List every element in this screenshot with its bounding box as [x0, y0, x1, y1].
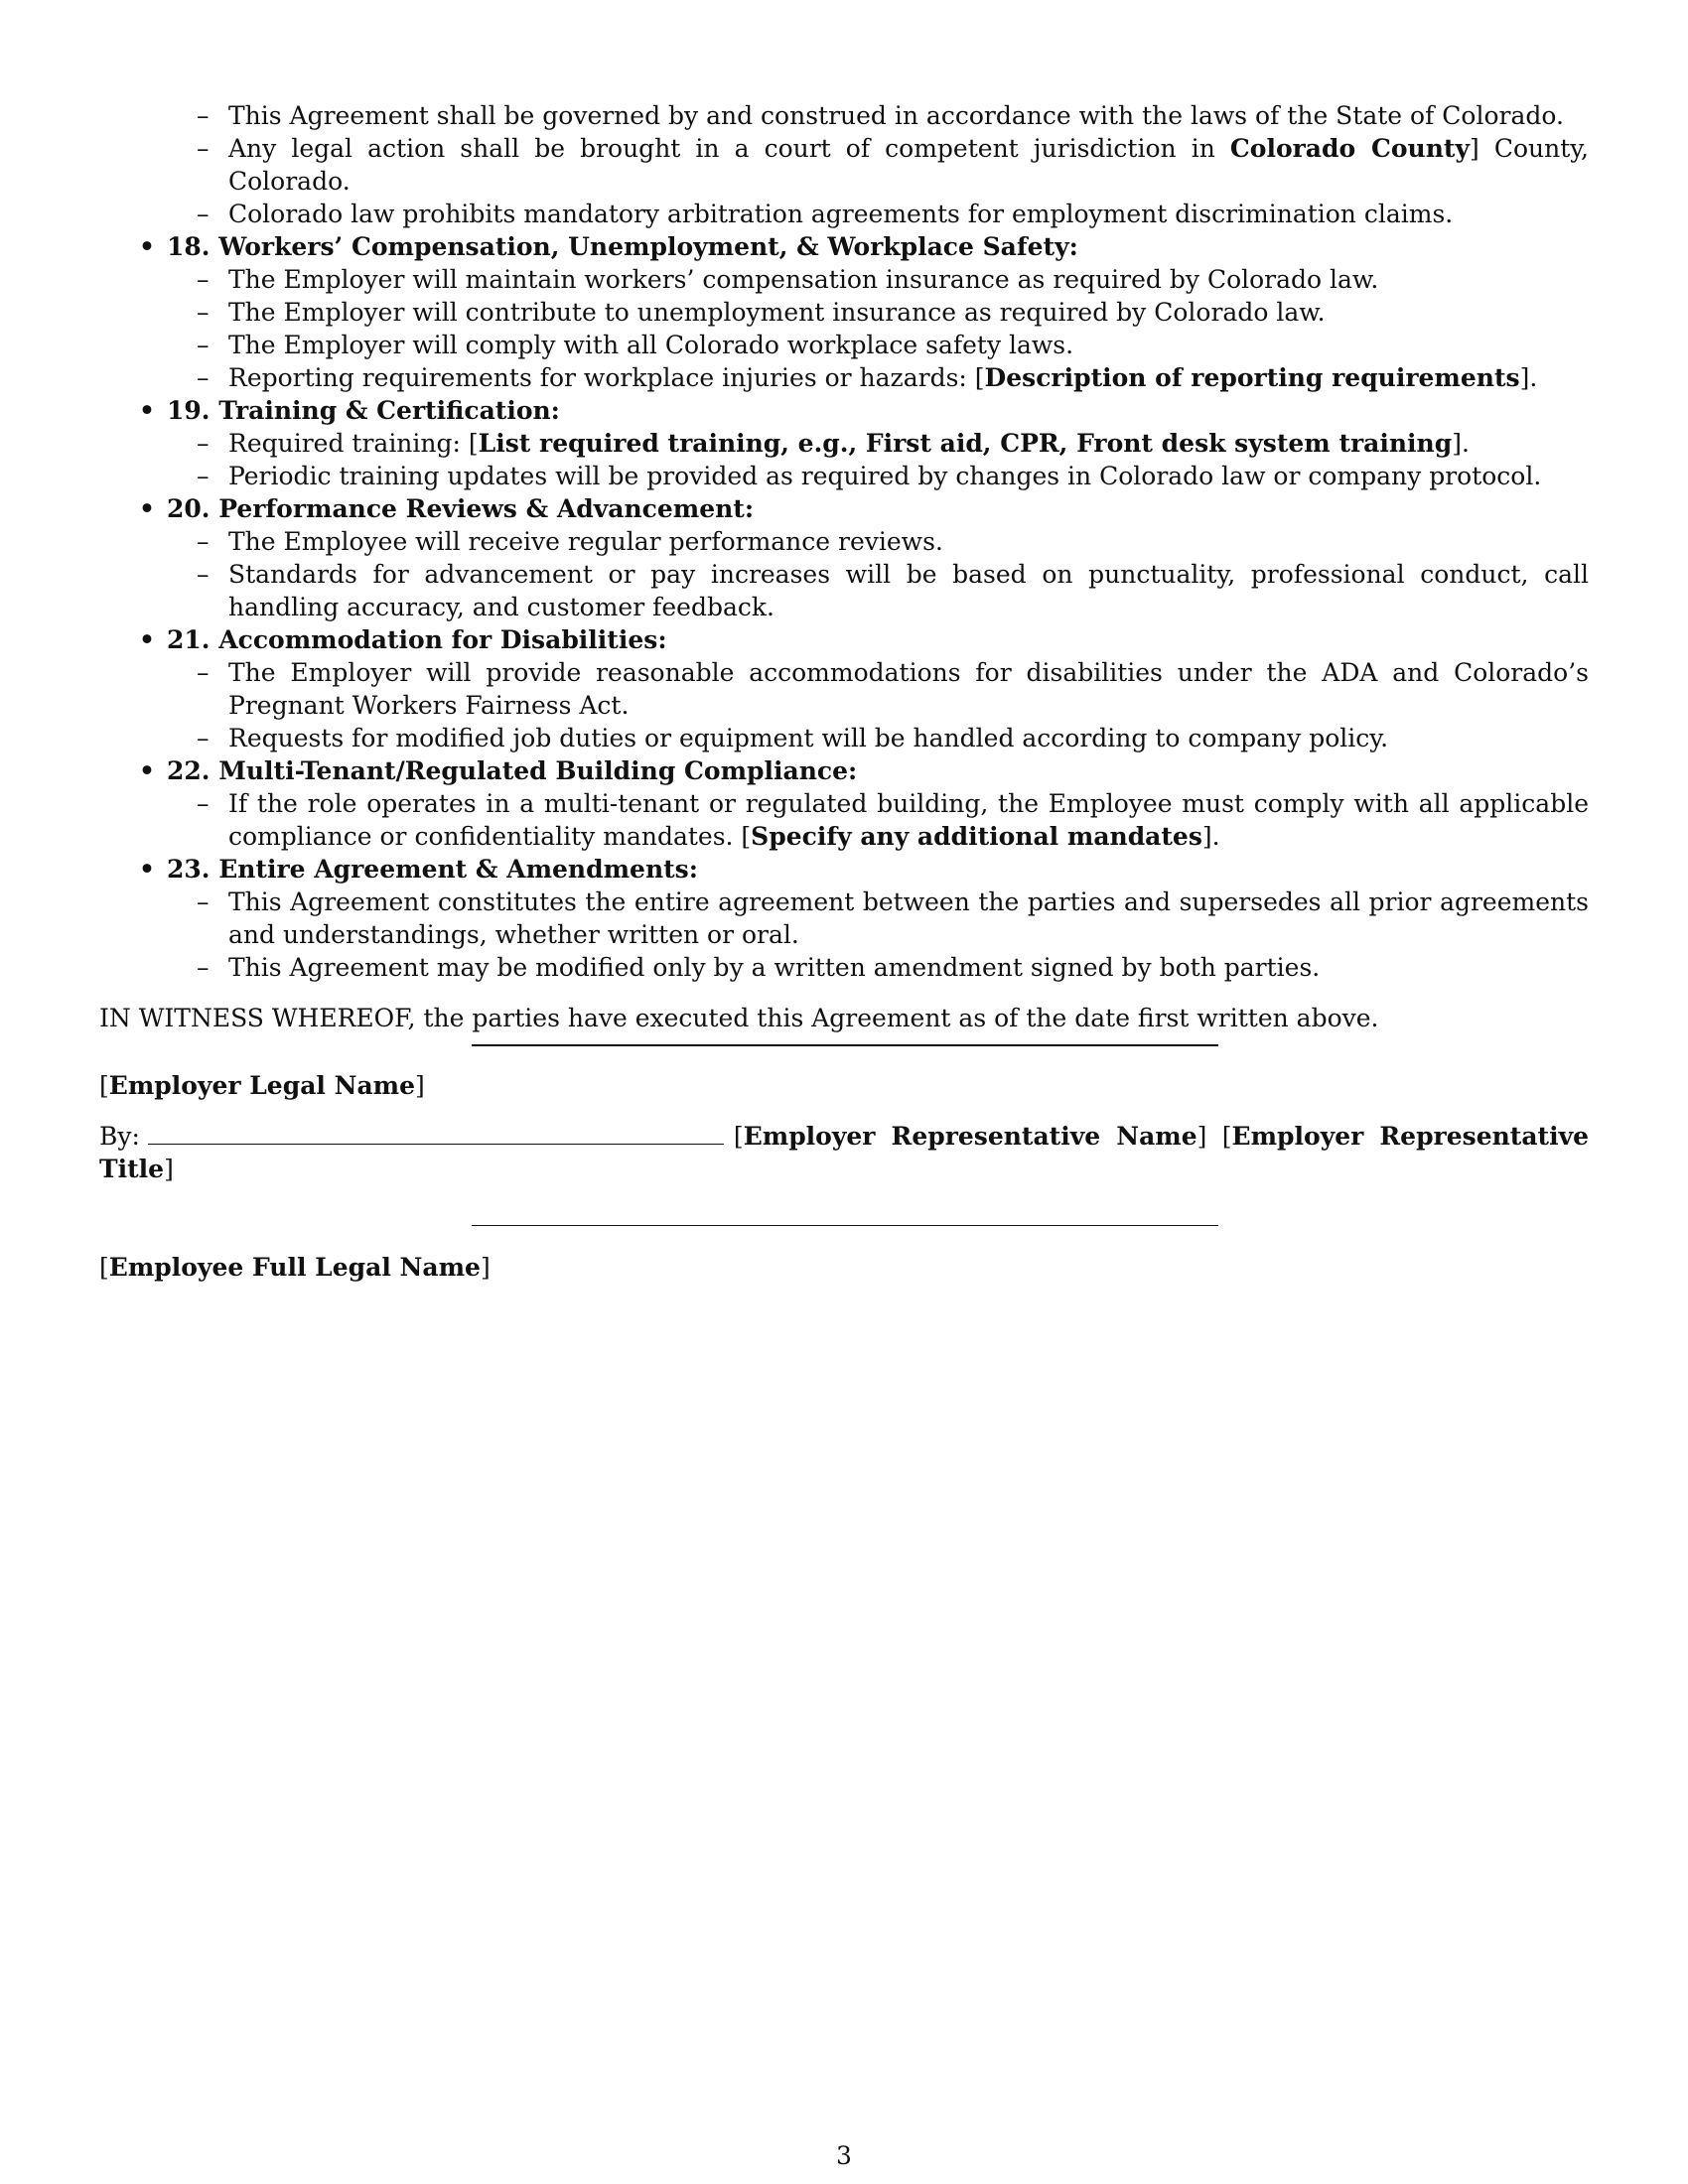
- section-23: • 23. Entire Agreement & Amendments: – This Agreement constitutes the entire agreement between the parties and supersedes all prior agreements and understandings, whether written or oral. – This Agreement may be modified only by a written amendment signed by both parties.: [139, 855, 1589, 982]
- placeholder-training: List required training, e.g., First aid, CPR, Front desk system training: [478, 429, 1453, 458]
- list-item: – This Agreement constitutes the entire agreement between the parties and supersedes all prior agreements and understandings, whether written or oral.: [197, 887, 1589, 949]
- placeholder-employer-name: Employer Legal Name: [108, 1071, 416, 1100]
- list-item: – Periodic training updates will be provided as required by changes in Colorado law or company protocol.: [197, 462, 1542, 490]
- section-20: • 20. Performance Reviews & Advancement: – The Employee will receive regular performance reviews. – Standards for advancement or pay increases will be based on punctuality, professional conduct, call handling accuracy, and customer feedback.: [139, 494, 1589, 621]
- agreement-body: [99, 99, 1589, 1034]
- witness-clause: IN WITNESS WHEREOF, the parties have executed this Agreement as of the date first written above.: [99, 1004, 1379, 1032]
- list-item: – The Employer will comply with all Colorado workplace safety laws.: [197, 331, 1074, 359]
- placeholder-reporting: Description of reporting requirements: [984, 363, 1520, 392]
- section-21: • 21. Accommodation for Disabilities: – The Employer will provide reasonable accommodations for disabilities under the ADA and Colorado’s Pregnant Workers Fairness Act. – Requests for modified job duties or equipment will be handled according to company policy.: [139, 625, 1589, 752]
- section-title: 19. Training & Certification:: [167, 396, 560, 425]
- employer-name-line: [Employer Legal Name]: [99, 1071, 425, 1100]
- section-title: 20. Performance Reviews & Advancement:: [167, 494, 755, 523]
- representative-signature-line: [148, 1122, 724, 1145]
- placeholder-employee-name: Employee Full Legal Name: [108, 1253, 481, 1282]
- list-item: – If the role operates in a multi-tenant or regulated building, the Employee must comply with all applicable compliance or confidentiality mandates. [Specify any additional mandates].: [197, 789, 1589, 851]
- section-18: • 18. Workers’ Compensation, Unemployment, & Workplace Safety: – The Employer will maintain workers’ compensation insurance as required by Colorado law. – The Employer will contribute to unemployment insurance as required by Colorado law. – The Employer will comply with all Colorado workplace safety laws. – Reporting requirements for workplace injuries or hazards: [Description of reporting requirements].: [99, 230, 1589, 394]
- employee-signature-line: [472, 1225, 1218, 1226]
- by-line: By: [Employer Representative Name] [Employer Representative Title]: [99, 1122, 1590, 1183]
- list-item: – The Employer will contribute to unemployment insurance as required by Colorado law.: [197, 298, 1326, 327]
- list-item: – Any legal action shall be brought in a court of competent jurisdiction in Colorado County] County, Colorado.: [197, 134, 1590, 196]
- section-title: 18. Workers’ Compensation, Unemployment, & Workplace Safety:: [167, 232, 1078, 261]
- placeholder-colorado-county: Colorado County: [1229, 134, 1470, 163]
- list-item: – The Employer will maintain workers’ compensation insurance as required by Colorado law.: [197, 265, 1379, 294]
- section-title: 23. Entire Agreement & Amendments:: [167, 855, 698, 884]
- governing-law-list: [99, 99, 1589, 230]
- employer-signature-line: [472, 1044, 1218, 1046]
- placeholder-rep-name: Employer Representative Name: [743, 1122, 1197, 1151]
- list-item: – The Employee will receive regular performance reviews.: [197, 527, 943, 556]
- section-22: • 22. Multi-Tenant/Regulated Building Compliance: – If the role operates in a multi-tenant or regulated building, the Employee must comply with all applicable compliance or confidentiality mandates. [Specify any additional mandates].: [139, 756, 1589, 851]
- list-item: – The Employer will provide reasonable accommodations for disabilities under the ADA and Colorado’s Pregnant Workers Fairness Act.: [197, 658, 1589, 720]
- list-item: – Required training: [List required training, e.g., First aid, CPR, Front desk system training].: [197, 429, 1470, 458]
- employee-name-line: [Employee Full Legal Name]: [99, 1253, 491, 1282]
- list-item: – Requests for modified job duties or equipment will be handled according to company policy.: [197, 724, 1389, 752]
- sections-list: [99, 230, 1589, 984]
- section-title: 21. Accommodation for Disabilities:: [167, 625, 667, 654]
- list-item: – Reporting requirements for workplace injuries or hazards: [Description of reporting requirements].: [197, 363, 1538, 392]
- list-item: – Colorado law prohibits mandatory arbitration agreements for employment discrimination claims.: [197, 200, 1454, 228]
- placeholder-mandates: Specify any additional mandates: [751, 822, 1202, 851]
- list-item: – Standards for advancement or pay increases will be based on punctuality, professional conduct, call handling accuracy, and customer feedback.: [197, 560, 1589, 621]
- section-19: • 19. Training & Certification: – Required training: [List required training, e.g., First aid, CPR, Front desk system training]. – Periodic training updates will be provided as required by changes in Colorado law or company protocol.: [99, 394, 1589, 492]
- placeholder-rep-title: Employer Representative Title: [99, 1122, 1590, 1183]
- list-item: – This Agreement shall be governed by and construed in accordance with the laws of the State of Colorado.: [197, 101, 1564, 130]
- by-label: By:: [99, 1122, 140, 1151]
- list-item: – This Agreement may be modified only by a written amendment signed by both parties.: [197, 953, 1321, 982]
- section-title: 22. Multi-Tenant/Regulated Building Compliance:: [167, 756, 858, 785]
- page-number: 3: [836, 2141, 852, 2170]
